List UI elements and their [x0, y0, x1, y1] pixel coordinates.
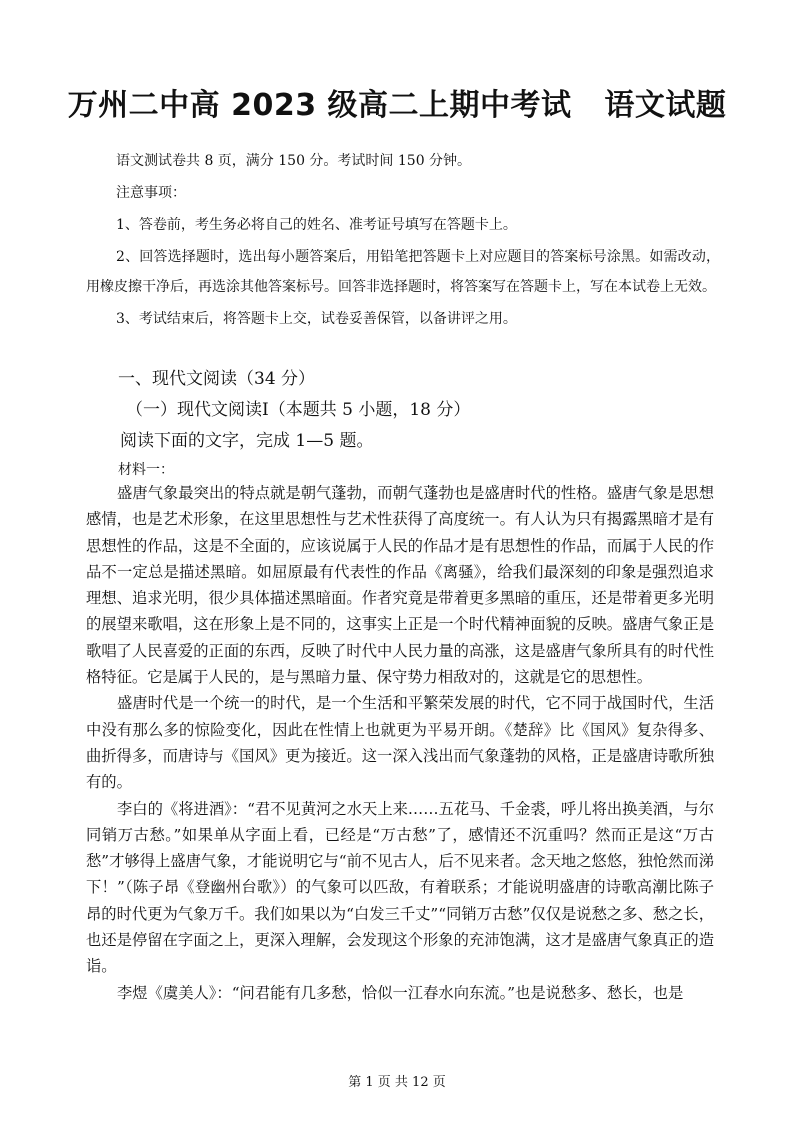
reading-instruction: 阅读下面的文字，完成 1—5 题。: [120, 431, 374, 451]
page-title: 万州二中高 2023 级高二上期中考试 语文试题: [67, 88, 727, 123]
page-footer: 第 1 页 共 12 页: [348, 1075, 446, 1090]
subsection-heading: （一）现代文阅读Ⅰ（本题共 5 小题，18 分）: [126, 400, 471, 420]
note-item-2: 2、回答选择题时，选出每小题答案后，用铅笔把答题卡上对应题目的答案标号涂黑。如需改动，用橡皮擦干净后，再选涂其他答案标号。回答非选择题时，将答案写在答题卡上，写在本试卷上无效。: [86, 249, 720, 295]
passage-paragraph-1: 盛唐气象最突出的特点就是朝气蓬勃，而朝气蓬勃也是盛唐时代的性格。盛唐气象是思想感情，也是艺术形象，在这里思想性与艺术性获得了高度统一。有人认为只有揭露黑暗才是有思想性的作品，这是不全面的，应该说属于人民的作品才是有思想性的作品，而属于人民的作品不一定总是描述黑暗。如屈原最有代表性的作品《离骚》，给我们最深刻的印象是强烈追求理想、追求光明，很少具体描述黑暗面。作者究竟是带着更多黑暗的重压，还是带着更多光明的展望来歌唱，这在形象上是不同的，这事实上正是一个时代精神面貌的反映。盛唐气象正是歌唱了人民喜爱的正面的东西，反映了时代中人民力量的高涨，这是盛唐气象所具有的时代性格特征。它是属于人民的，是与黑暗力量、保守势力相敌对的，这就是它的思想性。: [86, 484, 714, 687]
exam-instructions: [86, 146, 720, 336]
section-heading: 一、现代文阅读（34 分）: [118, 369, 316, 389]
note-item-3: 3、考试结束后，将答题卡上交，试卷妥善保管，以备讲评之用。: [116, 311, 517, 327]
notes-heading: 注意事项：: [116, 185, 186, 201]
passage-paragraph-4: 李煜《虞美人》：“问君能有几多愁，恰似一江春水向东流。”也是说愁多、愁长，也是: [117, 983, 684, 1002]
passage-paragraph-3: 李白的《将进酒》：“君不见黄河之水天上来……五花马、千金裘，呼儿将出换美酒，与尔同销万古愁。”如果单从字面上看，已经是“万古愁”了，感情还不沉重吗？然而正是这“万古愁”才够得上盛唐气象，才能说明它与“前不见古人，后不见来者。念天地之悠悠，独怆然而涕下！”（陈子昂《登幽州台歌》）的气象可以匹敌，有着联系；才能说明盛唐的诗歌高潮比陈子昂的时代更为气象万千。我们如果以为“白发三千丈”“同销万古愁”仅仅是说愁之多、愁之长，也还是停留在字面之上，更深入理解，会发现这个形象的充沛饱满，这才是盛唐气象真正的造诣。: [86, 799, 714, 976]
exam-intro: 语文测试卷共 8 页，满分 150 分。考试时间 150 分钟。: [116, 153, 472, 169]
note-item-1: 1、答卷前，考生务必将自己的姓名、准考证号填写在答题卡上。: [116, 217, 517, 233]
passage-paragraph-2: 盛唐时代是一个统一的时代，是一个生活和平繁荣发展的时代，它不同于战国时代，生活中没有那么多的惊险变化，因此在性情上也就更为平易开朗。《楚辞》比《国风》复杂得多、曲折得多，而唐诗与《国风》更为接近。这一深入浅出而气象蓬勃的风格，正是盛唐诗歌所独有的。: [86, 694, 714, 792]
reading-passage: [86, 480, 714, 1006]
material-label: 材料一：: [118, 462, 174, 478]
